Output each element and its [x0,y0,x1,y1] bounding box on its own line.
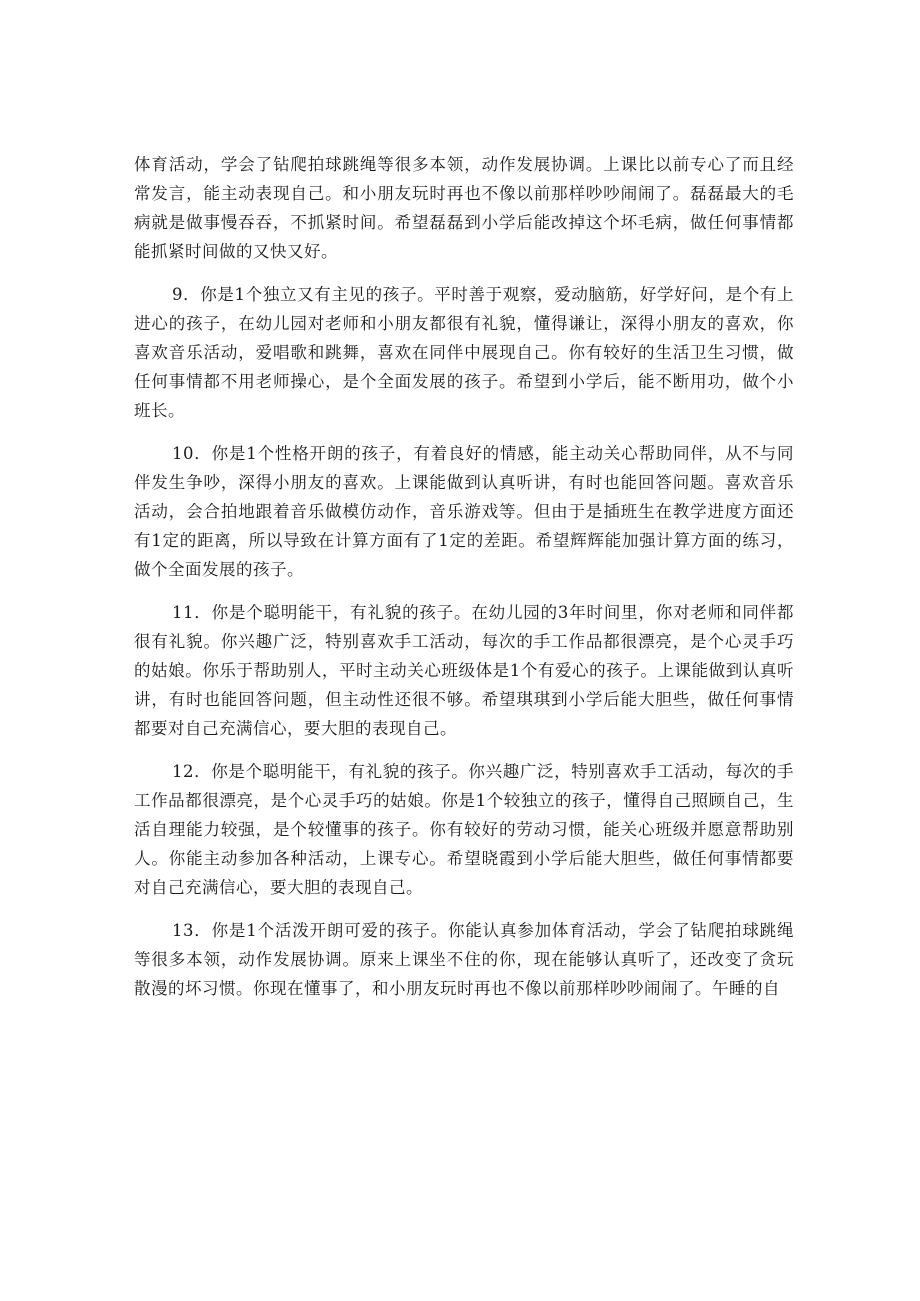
paragraph-9: 9．你是1个独立又有主见的孩子。平时善于观察，爱动脑筋，好学好问，是个有上进心的孩子，在幼儿园对老师和小朋友都很有礼貌，懂得谦让，深得小朋友的喜欢，你喜欢音乐活动，爱唱歌和跳舞，喜欢在同伴中展现自己。你有较好的生活卫生习惯，做任何事情都不用老师操心，是个全面发展的孩子。希望到小学后，能不断用功，做个小班长。 [134,285,794,420]
paragraph-10: 10．你是1个性格开朗的孩子，有着良好的情感，能主动关心帮助同伴，从不与同伴发生争吵，深得小朋友的喜欢。上课能做到认真听讲，有时也能回答问题。喜欢音乐活动，会合拍地跟着音乐做模仿动作，音乐游戏等。但由于是插班生在教学进度方面还有1定的距离，所以导致在计算方面有了1定的差距。希望辉辉能加强计算方面的练习，做个全面发展的孩子。 [134,444,794,579]
paragraph-12: 12．你是个聪明能干，有礼貌的孩子。你兴趣广泛，特别喜欢手工活动，每次的手工作品都很漂亮，是个心灵手巧的姑娘。你是1个较独立的孩子，懂得自己照顾自己，生活自理能力较强，是个较懂事的孩子。你有较好的劳动习惯，能关心班级并愿意帮助别人。你能主动参加各种活动，上课专心。希望晓霞到小学后能大胆些，做任何事情都要对自己充满信心，要大胆的表现自己。 [134,762,794,897]
paragraph-11: 11．你是个聪明能干，有礼貌的孩子。在幼儿园的3年时间里，你对老师和同伴都很有礼貌。你兴趣广泛，特别喜欢手工活动，每次的手工作品都很漂亮，是个心灵手巧的姑娘。你乐于帮助别人，平时主动关心班级体是1个有爱心的孩子。上课能做到认真听讲，有时也能回答问题，但主动性还很不够。希望琪琪到小学后能大胆些，做任何事情都要对自己充满信心，要大胆的表现自己。 [134,603,794,738]
document-body [134,150,794,1017]
paragraph-13: 13．你是1个活泼开朗可爱的孩子。你能认真参加体育活动，学会了钻爬拍球跳绳等很多本领，动作发展协调。原来上课坐不住的你，现在能够认真听了，还改变了贪玩散漫的坏习惯。你现在懂事了，和小朋友玩时再也不像以前那样吵吵闹闹了。午睡的自 [134,921,794,998]
paragraph-continued: 体育活动，学会了钻爬拍球跳绳等很多本领，动作发展协调。上课比以前专心了而且经常发言，能主动表现自己。和小朋友玩时再也不像以前那样吵吵闹闹了。磊磊最大的毛病就是做事慢吞吞，不抓紧时间。希望磊磊到小学后能改掉这个坏毛病，做任何事情都能抓紧时间做的又快又好。 [134,155,794,261]
